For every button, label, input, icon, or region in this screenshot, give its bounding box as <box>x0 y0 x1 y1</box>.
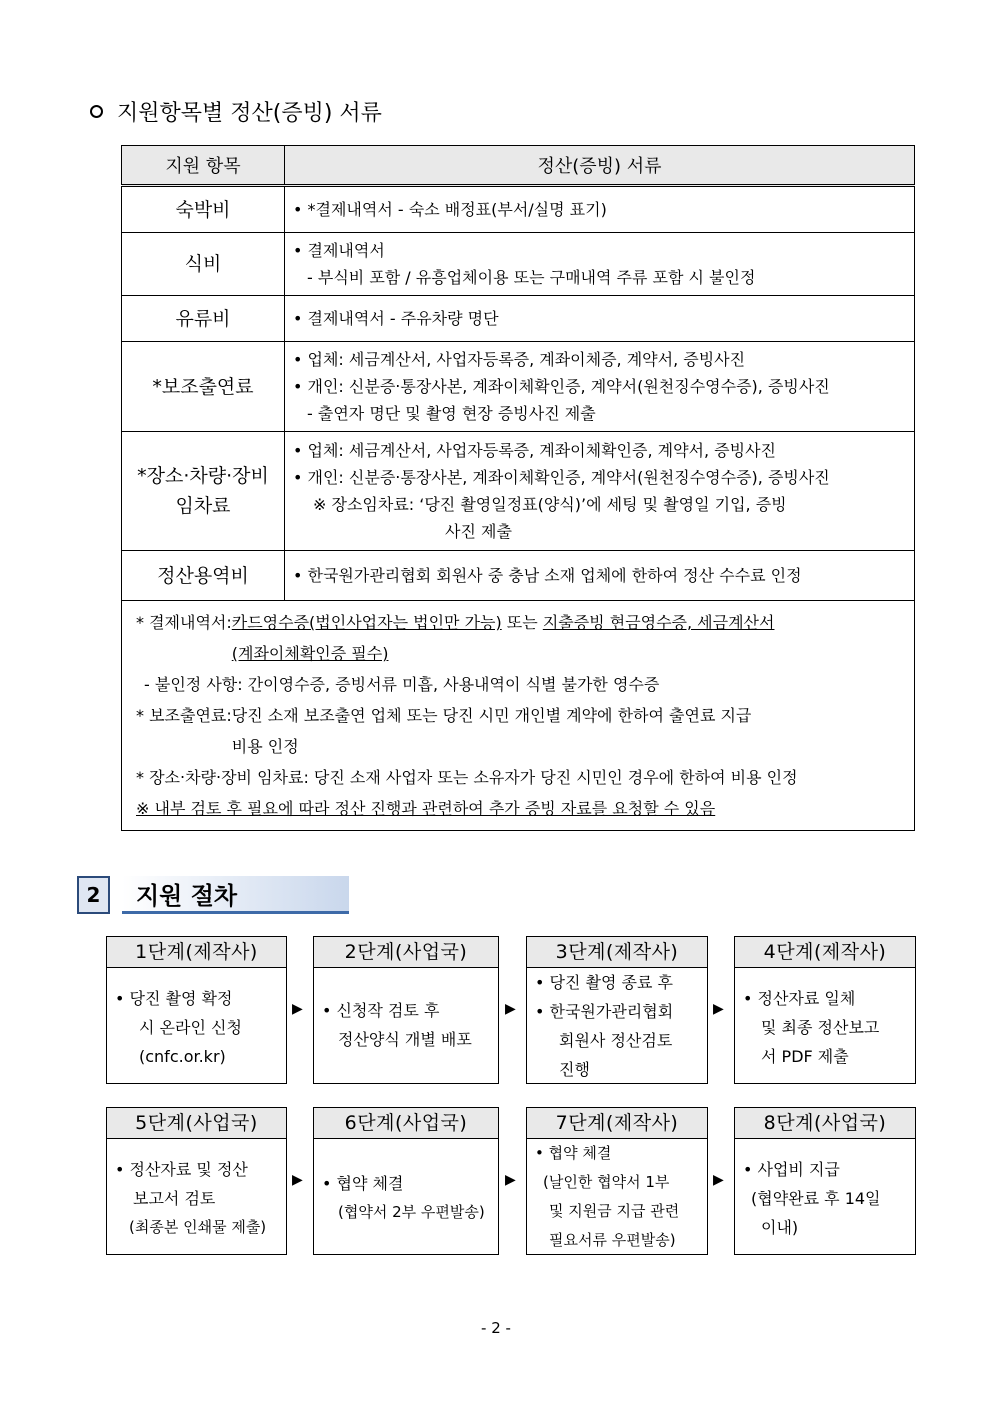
step-line: • 사업비 지급 <box>743 1160 840 1179</box>
item-meals: 식비 <box>122 233 285 296</box>
table-row <box>122 432 915 551</box>
step-line: 및 최종 정산보고 <box>761 1018 880 1037</box>
col-header-docs: 정산(증빙) 서류 <box>285 146 915 186</box>
doc-line: • 한국원가관리협회 회원사 중 충남 소재 업체에 한하여 정산 수수료 인정 <box>293 566 802 585</box>
item-fuel: 유류비 <box>122 296 285 342</box>
item-extra-cast: *보조출연료 <box>122 342 285 432</box>
circle-bullet-icon <box>90 105 103 118</box>
note-rental: * 장소‧차량‧장비 임차료: 당진 소재 사업자 또는 소유자가 당진 시민인 경우에 한하여 비용 인정 <box>136 768 798 787</box>
doc-line: • 결제내역서 - 주유차량 명단 <box>293 309 499 328</box>
step-line: 및 지원금 지급 관련 <box>549 1202 680 1220</box>
step-line: (cnfc.or.kr) <box>139 1047 226 1066</box>
table-row <box>122 342 915 432</box>
step-line: • 한국원가관리협회 <box>535 1002 674 1021</box>
step-line: 정산양식 개별 배포 <box>338 1030 472 1049</box>
note-payment: * 결제내역서: 카드영수증(법인사업자는 법인만 가능) 또는 지출증빙 현금영수증, 세금계산서 (계좌이체확인증 필수) <box>136 613 775 663</box>
step-line: (날인한 협약서 1부 <box>543 1173 670 1191</box>
step-4-box <box>734 936 916 1084</box>
doc-line: • 개인: 신분증‧통장사본, 계좌이체확인증, 계약서(원천징수영수증), 증빙사진 <box>293 377 830 396</box>
doc-line: ※ 장소임차료: ‘당진 촬영일정표(양식)’에 세팅 및 촬영일 기입, 증빙 <box>313 495 787 514</box>
item-settlement-service: 정산용역비 <box>122 551 285 601</box>
step-3-title: 3단계(제작사) <box>527 937 707 968</box>
arrow-right-icon: ▶ <box>505 1172 516 1188</box>
step-line: (최종본 인쇄물 제출) <box>129 1218 267 1236</box>
step-2-title: 2단계(사업국) <box>314 937 498 968</box>
table-row <box>122 551 915 601</box>
step-line: 이내) <box>761 1218 799 1237</box>
step-line: 진행 <box>559 1060 590 1079</box>
arrow-right-icon: ▶ <box>292 1172 303 1188</box>
arrow-right-icon: ▶ <box>713 1172 724 1188</box>
step-line: • 신청작 검토 후 <box>322 1001 440 1020</box>
item-lodging: 숙박비 <box>122 186 285 233</box>
step-7-box <box>526 1107 708 1255</box>
step-1-title: 1단계(제작사) <box>107 937 286 968</box>
doc-line: • 업체: 세금계산서, 사업자등록증, 계좌이체증, 계약서, 증빙사진 <box>293 350 746 369</box>
step-line: 보고서 검토 <box>133 1189 216 1208</box>
section-title: 지원 절차 <box>122 876 349 914</box>
step-3-box <box>526 936 708 1084</box>
section-2-header <box>77 876 349 914</box>
doc-line: • *결제내역서 - 숙소 배정표(부서/실명 표기) <box>293 200 607 219</box>
step-6-box <box>313 1107 499 1255</box>
step-6-title: 6단계(사업국) <box>314 1108 498 1139</box>
table-row <box>122 233 915 296</box>
section-number: 2 <box>77 876 110 914</box>
section-heading <box>90 96 382 127</box>
step-line: • 당진 촬영 종료 후 <box>535 973 673 992</box>
step-line: 회원사 정산검토 <box>559 1031 673 1050</box>
step-line: • 당진 촬영 확정 <box>115 989 233 1008</box>
step-1-box <box>106 936 287 1084</box>
col-header-item: 지원 항목 <box>122 146 285 186</box>
doc-line: 사진 제출 <box>445 522 512 541</box>
step-line: (협약서 2부 우편발송) <box>338 1203 485 1221</box>
heading-text: 지원항목별 정산(증빙) 서류 <box>117 101 382 126</box>
step-line: 서 PDF 제출 <box>761 1047 849 1066</box>
doc-line: • 업체: 세금계산서, 사업자등록증, 계좌이체확인증, 계약서, 증빙사진 <box>293 441 777 460</box>
item-rental-line2: 임차료 <box>175 495 231 517</box>
notes-row <box>122 601 915 831</box>
step-4-title: 4단계(제작사) <box>735 937 915 968</box>
step-5-box <box>106 1107 287 1255</box>
step-line: • 협약 체결 <box>535 1144 612 1162</box>
doc-line: - 부식비 포함 / 유흥업체이용 또는 구매내역 주류 포함 시 불인정 <box>307 268 756 287</box>
step-8-box <box>734 1107 916 1255</box>
settlement-docs-table <box>121 145 915 831</box>
page-number: - 2 - <box>481 1319 511 1337</box>
step-2-box <box>313 936 499 1084</box>
step-7-title: 7단계(제작사) <box>527 1108 707 1139</box>
doc-line: - 출연자 명단 및 촬영 현장 증빙사진 제출 <box>307 404 596 423</box>
item-rental <box>122 432 285 551</box>
note-extra-cast: * 보조출연료: 당진 소재 보조출연 업체 또는 당진 시민 개인별 계약에 한하여 출연료 지급 비용 인정 <box>136 706 752 756</box>
note-additional-docs: ※ 내부 검토 후 필요에 따라 정산 진행과 관련하여 추가 증빙 자료를 요청할 수 있음 <box>136 799 716 818</box>
arrow-right-icon: ▶ <box>713 1001 724 1017</box>
step-line: • 정산자료 일체 <box>743 989 856 1008</box>
step-line: • 협약 체결 <box>322 1174 404 1193</box>
step-5-title: 5단계(사업국) <box>107 1108 286 1139</box>
step-line: • 정산자료 및 정산 <box>115 1160 248 1179</box>
arrow-right-icon: ▶ <box>505 1001 516 1017</box>
note-not-accepted: - 불인정 사항: 간이영수증, 증빙서류 미흡, 사용내역이 식별 불가한 영수증 <box>144 675 660 694</box>
doc-line: • 개인: 신분증‧통장사본, 계좌이체확인증, 계약서(원천징수영수증), 증빙사진 <box>293 468 830 487</box>
step-line: 시 온라인 신청 <box>139 1018 242 1037</box>
arrow-right-icon: ▶ <box>292 1001 303 1017</box>
table-row <box>122 186 915 233</box>
step-line: (협약완료 후 14일 <box>751 1189 881 1208</box>
doc-line: • 결제내역서 <box>293 241 385 260</box>
item-rental-line1: *장소‧차량‧장비 <box>137 465 269 487</box>
step-8-title: 8단계(사업국) <box>735 1108 915 1139</box>
table-row <box>122 296 915 342</box>
step-line: 필요서류 우편발송) <box>549 1231 676 1249</box>
